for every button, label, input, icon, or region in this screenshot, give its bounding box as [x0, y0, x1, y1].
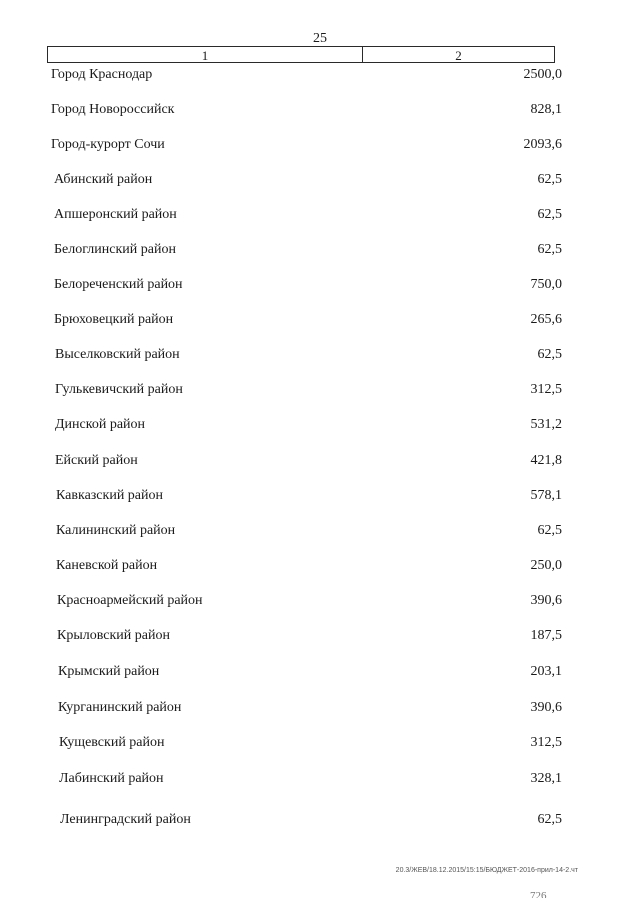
table-row — [0, 242, 640, 264]
district-name: Каневской район — [56, 558, 158, 573]
table-row — [0, 137, 640, 159]
district-name: Калининский район — [56, 523, 176, 538]
column-header-1: 1 — [48, 47, 363, 62]
amount-value: 265,6 — [530, 312, 562, 327]
district-name: Кавказский район — [56, 488, 164, 503]
amount-value: 203,1 — [530, 664, 562, 679]
district-name: Ленинградский район — [60, 812, 191, 827]
amount-value: 62,5 — [537, 347, 562, 362]
table-row — [0, 664, 640, 686]
table-row — [0, 417, 640, 439]
column-header-2: 2 — [455, 48, 462, 63]
table-row — [0, 488, 640, 510]
amount-value: 578,1 — [530, 488, 562, 503]
amount-value: 2500,0 — [523, 67, 562, 82]
district-name: Крыловский район — [57, 628, 170, 643]
table-row — [0, 523, 640, 545]
district-name: Красноармейский район — [57, 593, 203, 608]
amount-value: 421,8 — [530, 453, 562, 468]
table-row — [0, 67, 640, 89]
district-name: Белоглинский район — [54, 242, 176, 257]
district-name: Ейский район — [55, 453, 138, 468]
table-row — [0, 593, 640, 615]
amount-value: 62,5 — [537, 207, 562, 222]
table-row — [0, 771, 640, 793]
amount-value: 390,6 — [530, 700, 562, 715]
table-row — [0, 735, 640, 757]
amount-value: 750,0 — [530, 277, 562, 292]
district-name: Город Краснодар — [51, 67, 153, 82]
district-name: Динской район — [55, 417, 146, 432]
table-row — [0, 812, 640, 834]
district-name: Кущевский район — [59, 735, 165, 750]
amount-value: 328,1 — [530, 771, 562, 786]
table-row — [0, 558, 640, 580]
amount-value: 250,0 — [530, 558, 562, 573]
amount-value: 531,2 — [530, 417, 562, 432]
amount-value: 390,6 — [530, 593, 562, 608]
district-name: Город Новороссийск — [51, 102, 175, 117]
district-name: Абинский район — [54, 172, 153, 187]
amount-value: 62,5 — [537, 172, 562, 187]
district-name: Курганинский район — [58, 700, 182, 715]
table-row — [0, 628, 640, 650]
table-row — [0, 347, 640, 369]
table-row — [0, 700, 640, 722]
amount-value: 62,5 — [537, 242, 562, 257]
district-name: Выселковский район — [55, 347, 180, 362]
amount-value: 312,5 — [530, 735, 562, 750]
table-header — [47, 46, 555, 63]
district-name: Белореченский район — [54, 277, 183, 292]
table-row — [0, 207, 640, 229]
page-number: 25 — [313, 31, 327, 46]
table-row — [0, 312, 640, 334]
amount-value: 62,5 — [537, 523, 562, 538]
amount-value: 187,5 — [530, 628, 562, 643]
table-row — [0, 102, 640, 124]
amount-value: 2093,6 — [523, 137, 562, 152]
table-row — [0, 277, 640, 299]
amount-value: 62,5 — [537, 812, 562, 827]
amount-value: 312,5 — [530, 382, 562, 397]
table-row — [0, 453, 640, 475]
document-footer-code: 20.3/ЖЕВ/18.12.2015/15:15/БЮДЖЕТ-2016-прил-14-2.чт — [395, 867, 578, 874]
page-number-fragment: 726 — [530, 890, 547, 898]
district-name: Лабинский район — [59, 771, 164, 786]
district-name: Апшеронский район — [54, 207, 177, 222]
district-name: Город-курорт Сочи — [51, 137, 165, 152]
table-row — [0, 172, 640, 194]
district-name: Гулькевичский район — [55, 382, 183, 397]
district-name: Крымский район — [58, 664, 160, 679]
table-row — [0, 382, 640, 404]
amount-value: 828,1 — [530, 102, 562, 117]
district-name: Брюховецкий район — [54, 312, 174, 327]
